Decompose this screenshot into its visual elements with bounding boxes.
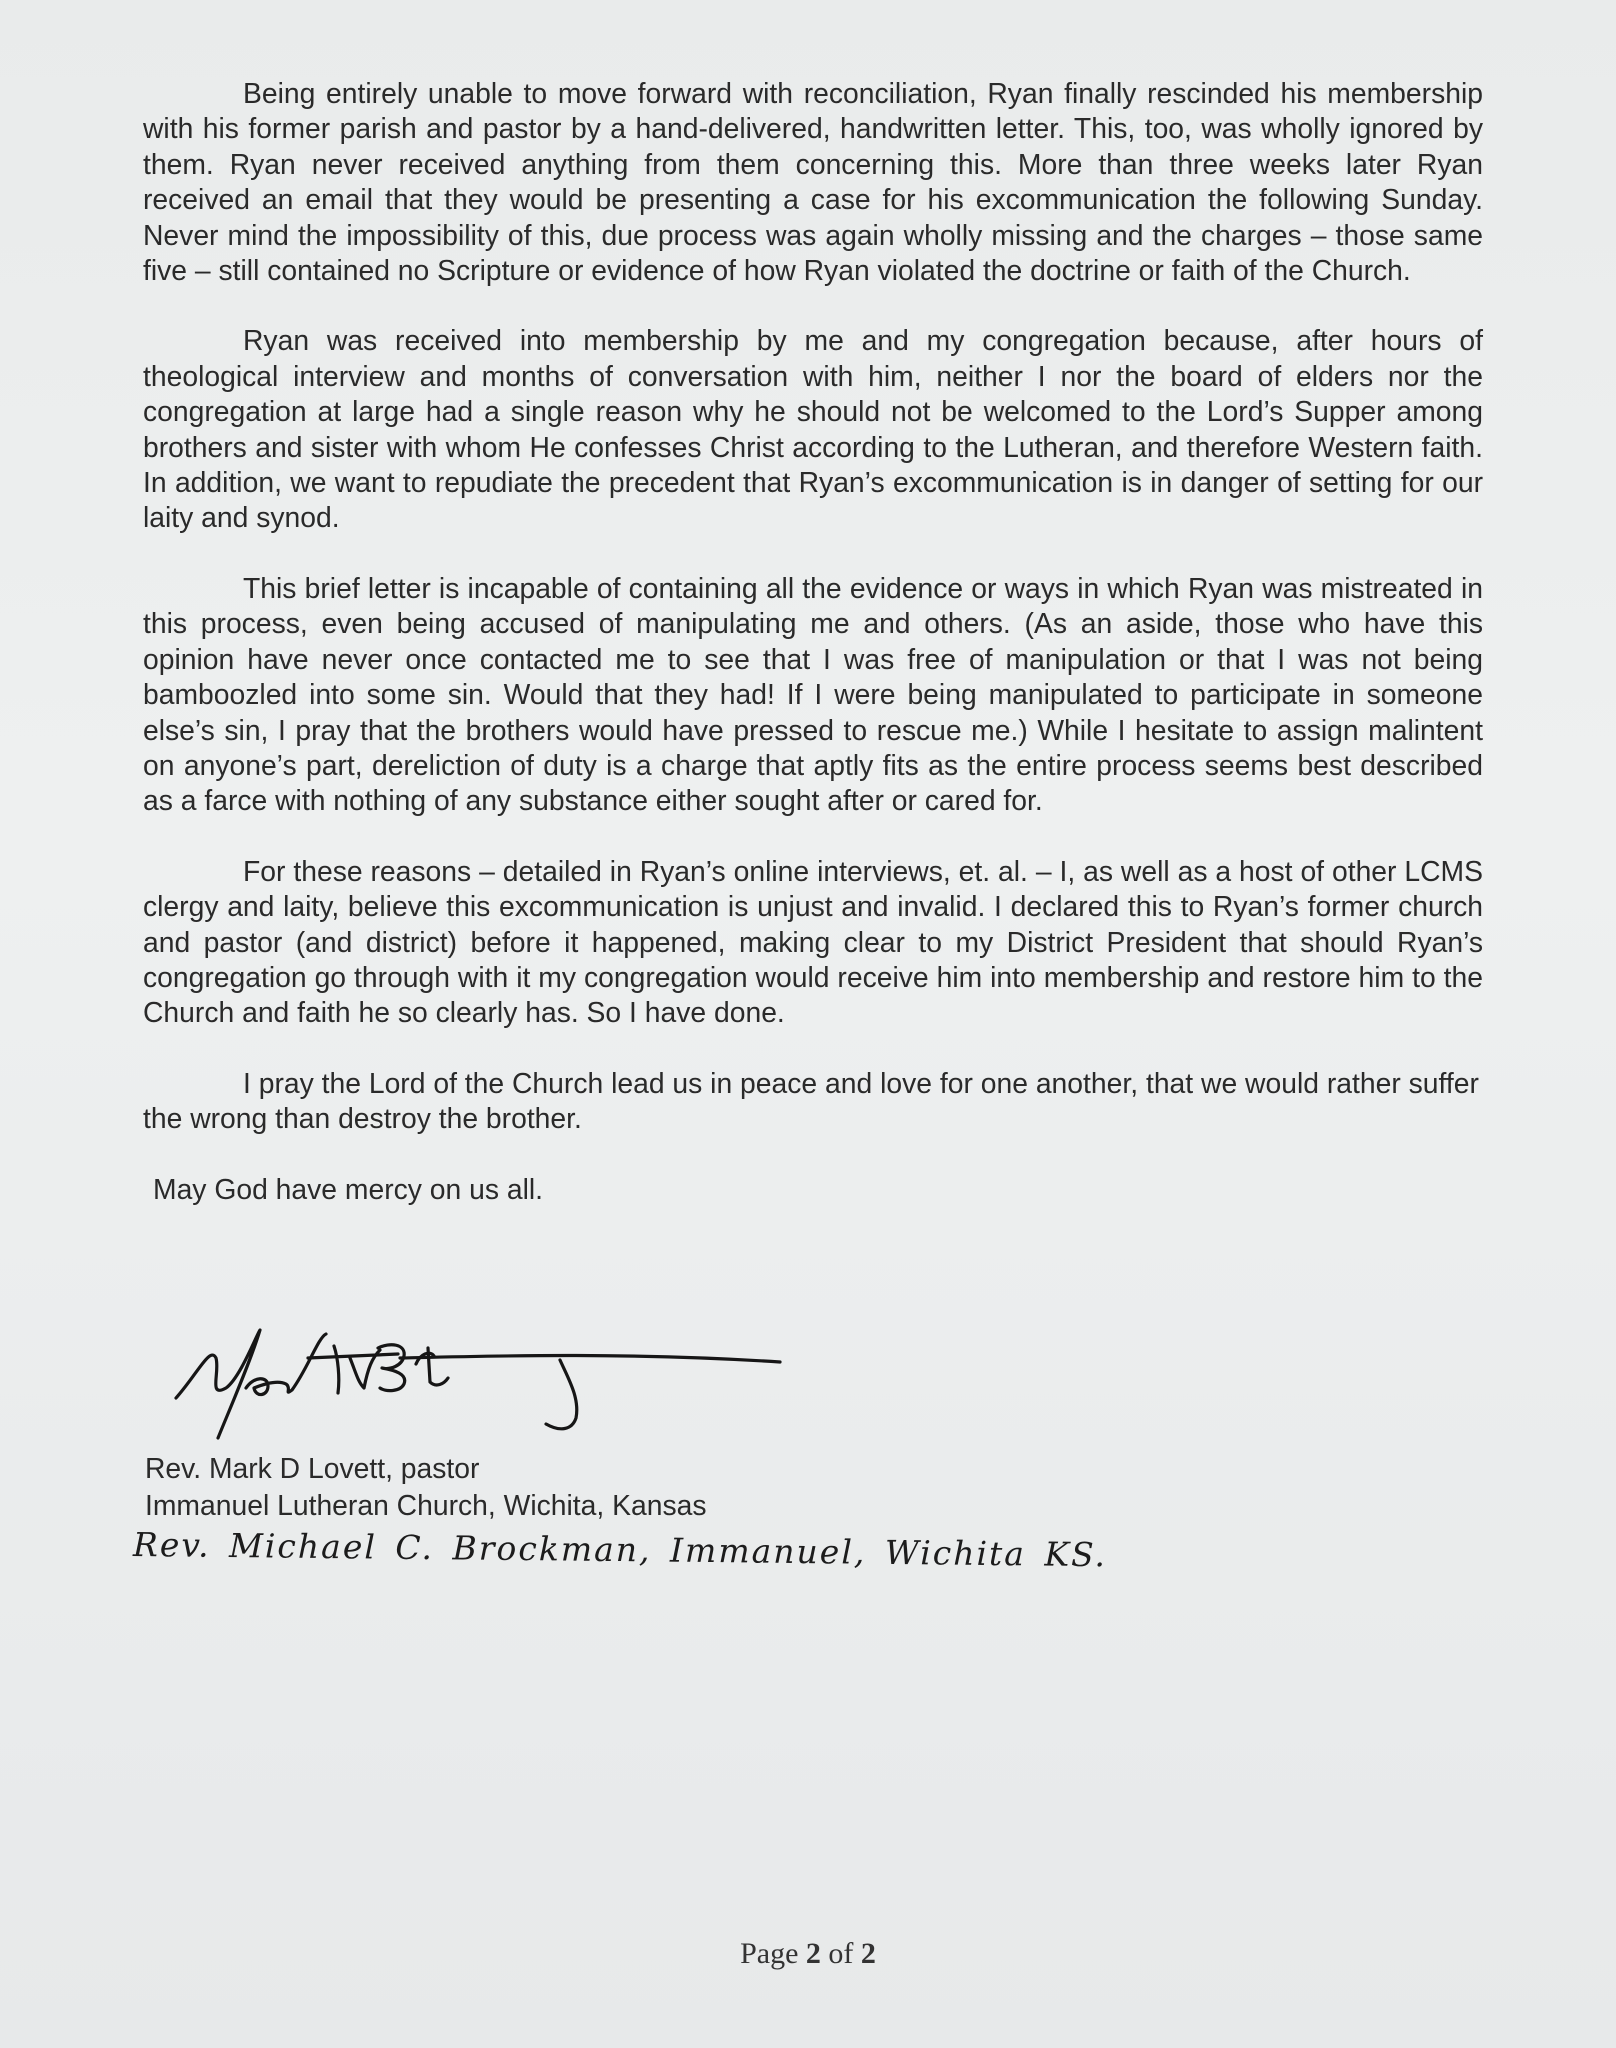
page-of: of [828, 1937, 854, 1970]
paragraph-mistreatment: This brief letter is incapable of containing all the evidence or ways in which Ryan was mistreated in this process, even being accused of manipulating me and others. (As an aside, those who have this opinion have never once contacted me to see that I was free of manipulation or that I was not being bamboozled into some sin. Would that they had! If I were being manipulated to participate in someone else’s sin, I pray that the brothers would have pressed to rescue me.) While I hesitate to assign malintent on anyone’s part, dereliction of duty is a charge that aptly fits as the entire process seems best described as a farce with nothing of any substance either sought after or cared for. [143, 571, 1483, 817]
paragraph-reasons: For these reasons – detailed in Ryan’s online interviews, et. al. – I, as well as a host of other LCMS clergy and laity, believe this excommunication is unjust and invalid. I declared this to Ryan’s former church and pastor (and district) before it happened, making clear to my District President that should Ryan’s congregation go through with it my congregation would receive him into membership and restore him to the Church and faith he so clearly has. So I have done. [143, 854, 1483, 1029]
page-current: 2 [805, 1937, 821, 1970]
signer-block [145, 1450, 707, 1524]
paragraph-rescinded-membership: Being entirely unable to move forward with reconciliation, Ryan finally rescinded his membership with his former parish and pastor by a hand-delivered, handwritten letter. This, too, was wholly ignored by them. Ryan never received anything from them concerning this. More than three weeks later Ryan received an email that they would be presenting a case for his excommunication the following Sunday. Never mind the impossibility of this, due process was again wholly missing and the charges – those same five – still contained no Scripture or evidence of how Ryan violated the doctrine or faith of the Church. [143, 77, 1483, 287]
signer-church: Immanuel Lutheran Church, Wichita, Kansas [145, 1489, 707, 1521]
signer-name: Rev. Mark D Lovett, pastor [145, 1452, 480, 1484]
letter-body [143, 76, 1483, 1207]
paragraph-received-into-membership: Ryan was received into membership by me and my congregation because, after hours of theological interview and months of conversation with him, neither I nor the board of elders nor the congregation at large had a single reason why he should not be welcomed to the Lord’s Supper among brothers and sister with whom He confesses Christ according to the Lutheran, and therefore Western faith. In addition, we want to repudiate the precedent that Ryan’s excommunication is in danger of setting for our laity and synod. [143, 324, 1483, 534]
page-label: Page [740, 1937, 799, 1970]
handwritten-cosigner: Rev. Michael C. Brockman, Immanuel, Wichita KS. [132, 1525, 1108, 1575]
signature-scribble [168, 1318, 808, 1448]
page-total: 2 [860, 1937, 876, 1970]
page-number [0, 1937, 1616, 1971]
paragraph-prayer: I pray the Lord of the Church lead us in peace and love for one another, that we would rather suffer the wrong than destroy the brother. [143, 1066, 1479, 1135]
closing-line: May God have mercy on us all. [153, 1172, 544, 1205]
